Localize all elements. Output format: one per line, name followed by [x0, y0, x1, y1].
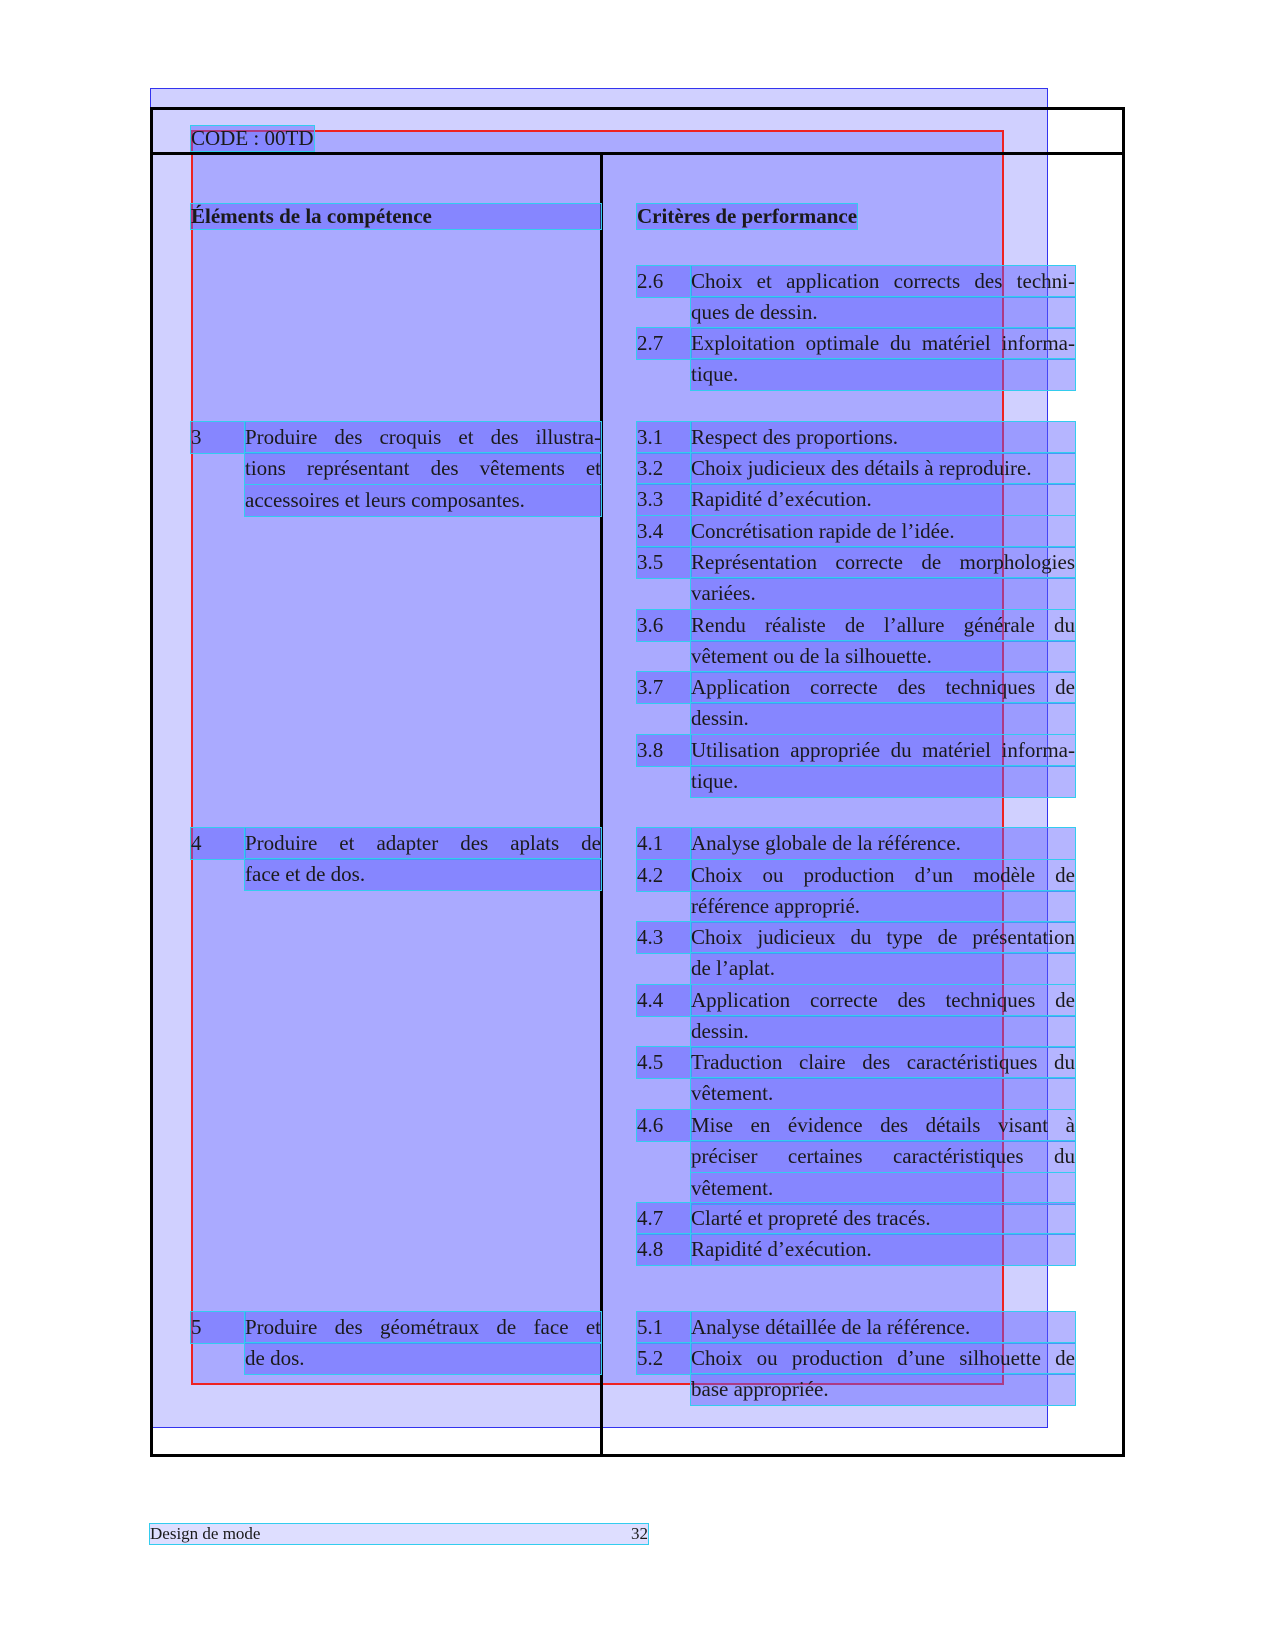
item-number — [637, 1173, 691, 1204]
criterion-line — [637, 328, 1075, 359]
element-line — [191, 453, 601, 484]
item-text: Application correcte des techniques de — [691, 985, 1075, 1016]
element-line — [191, 1343, 601, 1374]
item-text: référence approprié. — [691, 891, 1075, 922]
criterion-line — [637, 1203, 1075, 1234]
criterion-line — [637, 1078, 1075, 1109]
item-number — [637, 891, 691, 922]
item-number — [637, 1374, 691, 1405]
element-line — [191, 422, 601, 453]
item-text: tique. — [691, 359, 1075, 390]
item-text: face et de dos. — [245, 859, 601, 890]
item-text: Produire des croquis et des illustra- — [245, 422, 601, 453]
item-number: 5.1 — [637, 1312, 691, 1343]
item-number: 4 — [191, 828, 245, 859]
criterion-line — [637, 1343, 1075, 1374]
criterion-line — [637, 1234, 1075, 1265]
item-number: 4.7 — [637, 1203, 691, 1234]
item-number: 3.7 — [637, 672, 691, 703]
item-number: 3.6 — [637, 610, 691, 641]
criterion-line — [637, 1110, 1075, 1141]
item-text: accessoires et leurs composantes. — [245, 485, 601, 516]
item-number: 4.5 — [637, 1047, 691, 1078]
item-number: 5.2 — [637, 1343, 691, 1374]
item-text: Choix et application corrects des techni- — [691, 266, 1075, 297]
item-number — [191, 859, 245, 890]
item-number — [191, 485, 245, 516]
item-text: Choix judicieux du type de présentation — [691, 922, 1075, 953]
item-text: tique. — [691, 766, 1075, 797]
criterion-line — [637, 422, 1075, 453]
criterion-line — [637, 735, 1075, 766]
criterion-line — [637, 672, 1075, 703]
left-column-heading: Éléments de la compétence — [191, 204, 601, 229]
item-number: 3.5 — [637, 547, 691, 578]
criterion-line — [637, 985, 1075, 1016]
item-text: Traduction claire des caractéristiques du — [691, 1047, 1075, 1078]
criterion-line — [637, 1312, 1075, 1343]
criterion-line — [637, 266, 1075, 297]
item-text: de dos. — [245, 1343, 601, 1374]
item-number: 3.8 — [637, 735, 691, 766]
item-text: vêtement. — [691, 1173, 1075, 1204]
item-text: de l’aplat. — [691, 953, 1075, 984]
item-text: tions représentant des vêtements et — [245, 453, 601, 484]
element-line — [191, 828, 601, 859]
item-number: 3.4 — [637, 516, 691, 547]
page-footer — [150, 1524, 648, 1544]
item-text: Représentation correcte de morphologies — [691, 547, 1075, 578]
criterion-line — [637, 578, 1075, 609]
criterion-line — [637, 484, 1075, 515]
item-text: Choix judicieux des détails à reproduire. — [691, 453, 1075, 484]
column-divider — [600, 152, 603, 1457]
item-number — [637, 703, 691, 734]
item-number: 4.1 — [637, 828, 691, 859]
item-text: Rapidité d’exécution. — [691, 484, 1075, 515]
item-number — [637, 297, 691, 328]
item-text: dessin. — [691, 703, 1075, 734]
item-text: Respect des proportions. — [691, 422, 1075, 453]
item-text: base appropriée. — [691, 1374, 1075, 1405]
right-column-heading: Critères de performance — [637, 204, 858, 228]
criterion-line — [637, 516, 1075, 547]
item-number: 3.1 — [637, 422, 691, 453]
criterion-line — [637, 828, 1075, 859]
criterion-line — [637, 547, 1075, 578]
criterion-line — [637, 1173, 1075, 1204]
criterion-line — [637, 297, 1075, 328]
footer-title: Design de mode — [150, 1524, 261, 1543]
criterion-line — [637, 1047, 1075, 1078]
criterion-line — [637, 922, 1075, 953]
element-line — [191, 485, 601, 516]
item-text: Choix ou production d’un modèle de — [691, 860, 1075, 891]
item-text: ques de dessin. — [691, 297, 1075, 328]
criterion-line — [637, 1374, 1075, 1405]
criterion-line — [637, 953, 1075, 984]
item-text: vêtement ou de la silhouette. — [691, 641, 1075, 672]
criterion-line — [637, 1016, 1075, 1047]
criterion-line — [637, 703, 1075, 734]
item-text: Rendu réaliste de l’allure générale du — [691, 610, 1075, 641]
item-text: Exploitation optimale du matériel informa- — [691, 328, 1075, 359]
item-text: Analyse détaillée de la référence. — [691, 1312, 1075, 1343]
item-text: Produire des géométraux de face et — [245, 1312, 601, 1343]
item-text: variées. — [691, 578, 1075, 609]
criterion-line — [637, 453, 1075, 484]
item-number — [637, 578, 691, 609]
item-text: Application correcte des techniques de — [691, 672, 1075, 703]
criterion-line — [637, 610, 1075, 641]
item-number — [637, 1016, 691, 1047]
item-text: Analyse globale de la référence. — [691, 828, 1075, 859]
criterion-line — [637, 359, 1075, 390]
item-number — [637, 641, 691, 672]
item-text: Concrétisation rapide de l’idée. — [691, 516, 1075, 547]
element-line — [191, 859, 601, 890]
page-number: 32 — [631, 1524, 648, 1543]
item-text: Mise en évidence des détails visant à — [691, 1110, 1075, 1141]
element-line — [191, 1312, 601, 1343]
item-text: Utilisation appropriée du matériel informa- — [691, 735, 1075, 766]
criterion-line — [637, 1141, 1075, 1172]
item-number: 2.7 — [637, 328, 691, 359]
item-number — [637, 766, 691, 797]
item-number — [637, 1078, 691, 1109]
criterion-line — [637, 766, 1075, 797]
item-number: 2.6 — [637, 266, 691, 297]
item-number: 3 — [191, 422, 245, 453]
header-divider — [150, 152, 1125, 155]
item-number: 3.2 — [637, 453, 691, 484]
item-number: 4.8 — [637, 1234, 691, 1265]
item-text: Produire et adapter des aplats de — [245, 828, 601, 859]
item-number: 5 — [191, 1312, 245, 1343]
criterion-line — [637, 641, 1075, 672]
item-number — [637, 359, 691, 390]
item-number — [637, 953, 691, 984]
competency-code: CODE : 00TD — [191, 126, 314, 150]
item-text: dessin. — [691, 1016, 1075, 1047]
criterion-line — [637, 891, 1075, 922]
item-number — [191, 1343, 245, 1374]
item-number: 4.2 — [637, 860, 691, 891]
item-number: 4.4 — [637, 985, 691, 1016]
item-text: Rapidité d’exécution. — [691, 1234, 1075, 1265]
item-text: préciser certaines caractéristiques du — [691, 1141, 1075, 1172]
item-number — [191, 453, 245, 484]
item-text: Clarté et propreté des tracés. — [691, 1203, 1075, 1234]
item-text: Choix ou production d’une silhouette de — [691, 1343, 1075, 1374]
criterion-line — [637, 860, 1075, 891]
item-number: 3.3 — [637, 484, 691, 515]
item-number — [637, 1141, 691, 1172]
item-number: 4.3 — [637, 922, 691, 953]
item-number: 4.6 — [637, 1110, 691, 1141]
item-text: vêtement. — [691, 1078, 1075, 1109]
